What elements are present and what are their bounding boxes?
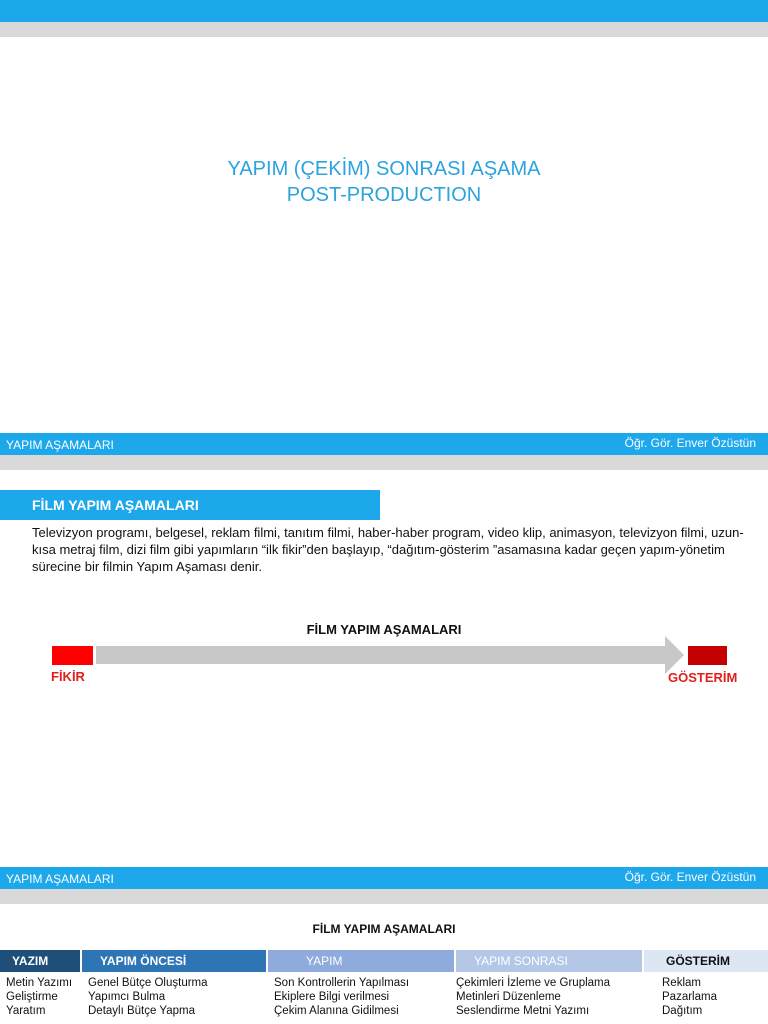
phase-gosterim [644, 950, 768, 972]
slide3-header-right: Öğr. Gör. Enver Özüstün [624, 870, 756, 884]
process-arrow-shape [96, 636, 684, 674]
slide1-title-line1: YAPIM (ÇEKİM) SONRASI AŞAMA [227, 158, 541, 180]
list-item: Pazarlama [662, 991, 717, 1003]
phase-yapim-oncesi [82, 950, 266, 972]
phase-yapim-sonrasi-label: YAPIM SONRASI [474, 954, 568, 968]
list-item: Yaratım [6, 1005, 46, 1017]
list-item: Metinleri Düzenleme [456, 991, 561, 1003]
list-item: Ekiplere Bilgi verilmesi [274, 991, 390, 1003]
phase-yapim-label: YAPIM [306, 954, 343, 968]
phase-yapim-oncesi-label: YAPIM ÖNCESİ [100, 954, 187, 968]
list-item: Çekimleri İzleme ve Gruplama [456, 977, 611, 989]
phase-gosterim-label: GÖSTERİM [666, 954, 731, 968]
list-item: Metin Yazımı [6, 977, 73, 989]
list-item: Son Kontrollerin Yapılması [274, 977, 410, 989]
slide2-section-title: FİLM YAPIM AŞAMALARI [0, 490, 380, 520]
slide2-gray-strip [0, 455, 768, 470]
slide2-header-left: YAPIM AŞAMALARI [6, 438, 114, 452]
list-item: Dağıtım [662, 1005, 703, 1017]
col-yapim [274, 976, 409, 1018]
slide3-gray-strip [0, 889, 768, 904]
list-item: Reklam [662, 977, 701, 989]
phase-yapim-sonrasi [456, 950, 642, 972]
list-item: Detaylı Bütçe Yapma [88, 1005, 195, 1017]
slide3-title: FİLM YAPIM AŞAMALARI [312, 922, 456, 936]
list-item: Genel Bütçe Oluşturma [88, 977, 208, 989]
process-arrow [0, 632, 768, 682]
list-item: Seslendirme Metni Yazımı [456, 1005, 590, 1017]
slide1-title-line2: POST-PRODUCTION [286, 184, 482, 206]
end-marker [688, 646, 727, 665]
slide3-header-left: YAPIM AŞAMALARI [6, 872, 114, 886]
start-label: FİKİR [51, 669, 85, 684]
end-label: GÖSTERİM [668, 670, 738, 685]
list-item: Çekim Alanına Gidilmesi [274, 1005, 399, 1017]
slide1-top-gray-strip [0, 22, 768, 37]
start-marker [52, 646, 93, 665]
slide2-paragraph: Televizyon programı, belgesel, reklam filmi, tanıtım filmi, haber-haber program, video klip, animasyon, televizyon filmi, uzun-kısa metraj film, dizi film gibi yapımların “ilk fikir”den başlayıp, “dağıtım-gösterim ”asamasına kadar geçen yapım-yönetim sürecine bir filmin Yapım Aşaması denir. [32, 525, 744, 574]
col-yazim [6, 976, 72, 1018]
col-yapim-oncesi [88, 976, 208, 1018]
list-item: Geliştirme [6, 991, 58, 1003]
slide2-diagram-title: FİLM YAPIM AŞAMALARI [306, 622, 462, 637]
phase-yazim-label: YAZIM [12, 954, 49, 968]
slide1-top-bar [0, 0, 768, 22]
col-yapim-sonrasi [456, 976, 610, 1018]
col-gosterim [662, 976, 717, 1018]
phase-yapim [268, 950, 454, 972]
list-item: Yapımcı Bulma [88, 991, 166, 1003]
phase-yazim [0, 950, 80, 972]
slide2-header-right: Öğr. Gör. Enver Özüstün [624, 436, 756, 450]
